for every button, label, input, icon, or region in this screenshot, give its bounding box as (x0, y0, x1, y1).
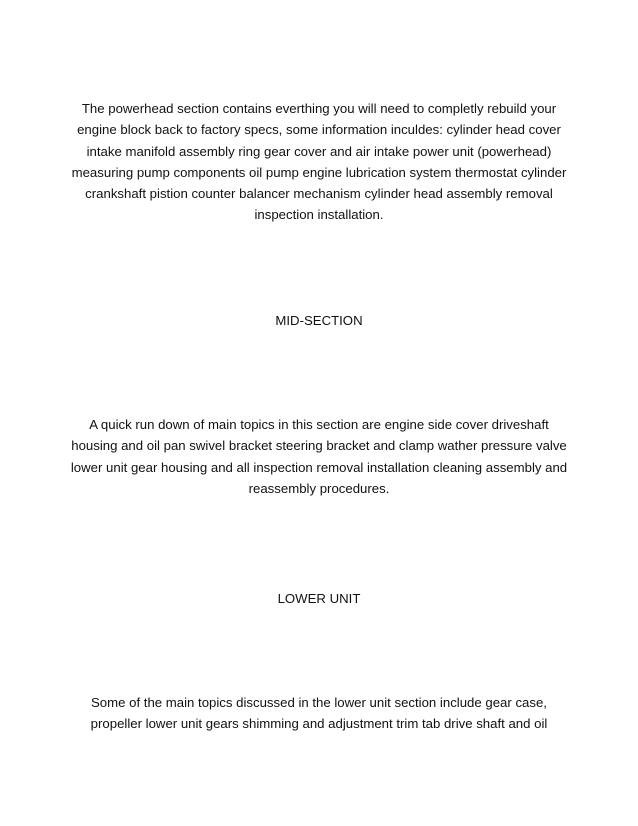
lower-unit-heading: LOWER UNIT (277, 591, 361, 606)
mid-section-heading: MID-SECTION (275, 313, 363, 328)
powerhead-paragraph: The powerhead section contains everthing you will need to completly rebuild your engine block back to factory specs, some information inculdes: cylinder head cover intake manifold assembly ring gear cover and air intake power unit (powerhead) measuring pump components oil pump engine lubrication system thermostat cylinder crankshaft pistion counter balancer mechanism cylinder head assembly removal inspection installation. (71, 101, 567, 223)
mid-section-paragraph: A quick run down of main topics in this section are engine side cover driveshaft housing and oil pan swivel bracket steering bracket and clamp wather pressure valve lower unit gear housing and all inspection removal installation cleaning assembly and reassembly procedures. (70, 417, 568, 496)
lower-unit-paragraph: Some of the main topics discussed in the lower unit section include gear case, propeller lower unit gears shimming and adjustment trim tab drive shaft and oil (90, 695, 548, 732)
